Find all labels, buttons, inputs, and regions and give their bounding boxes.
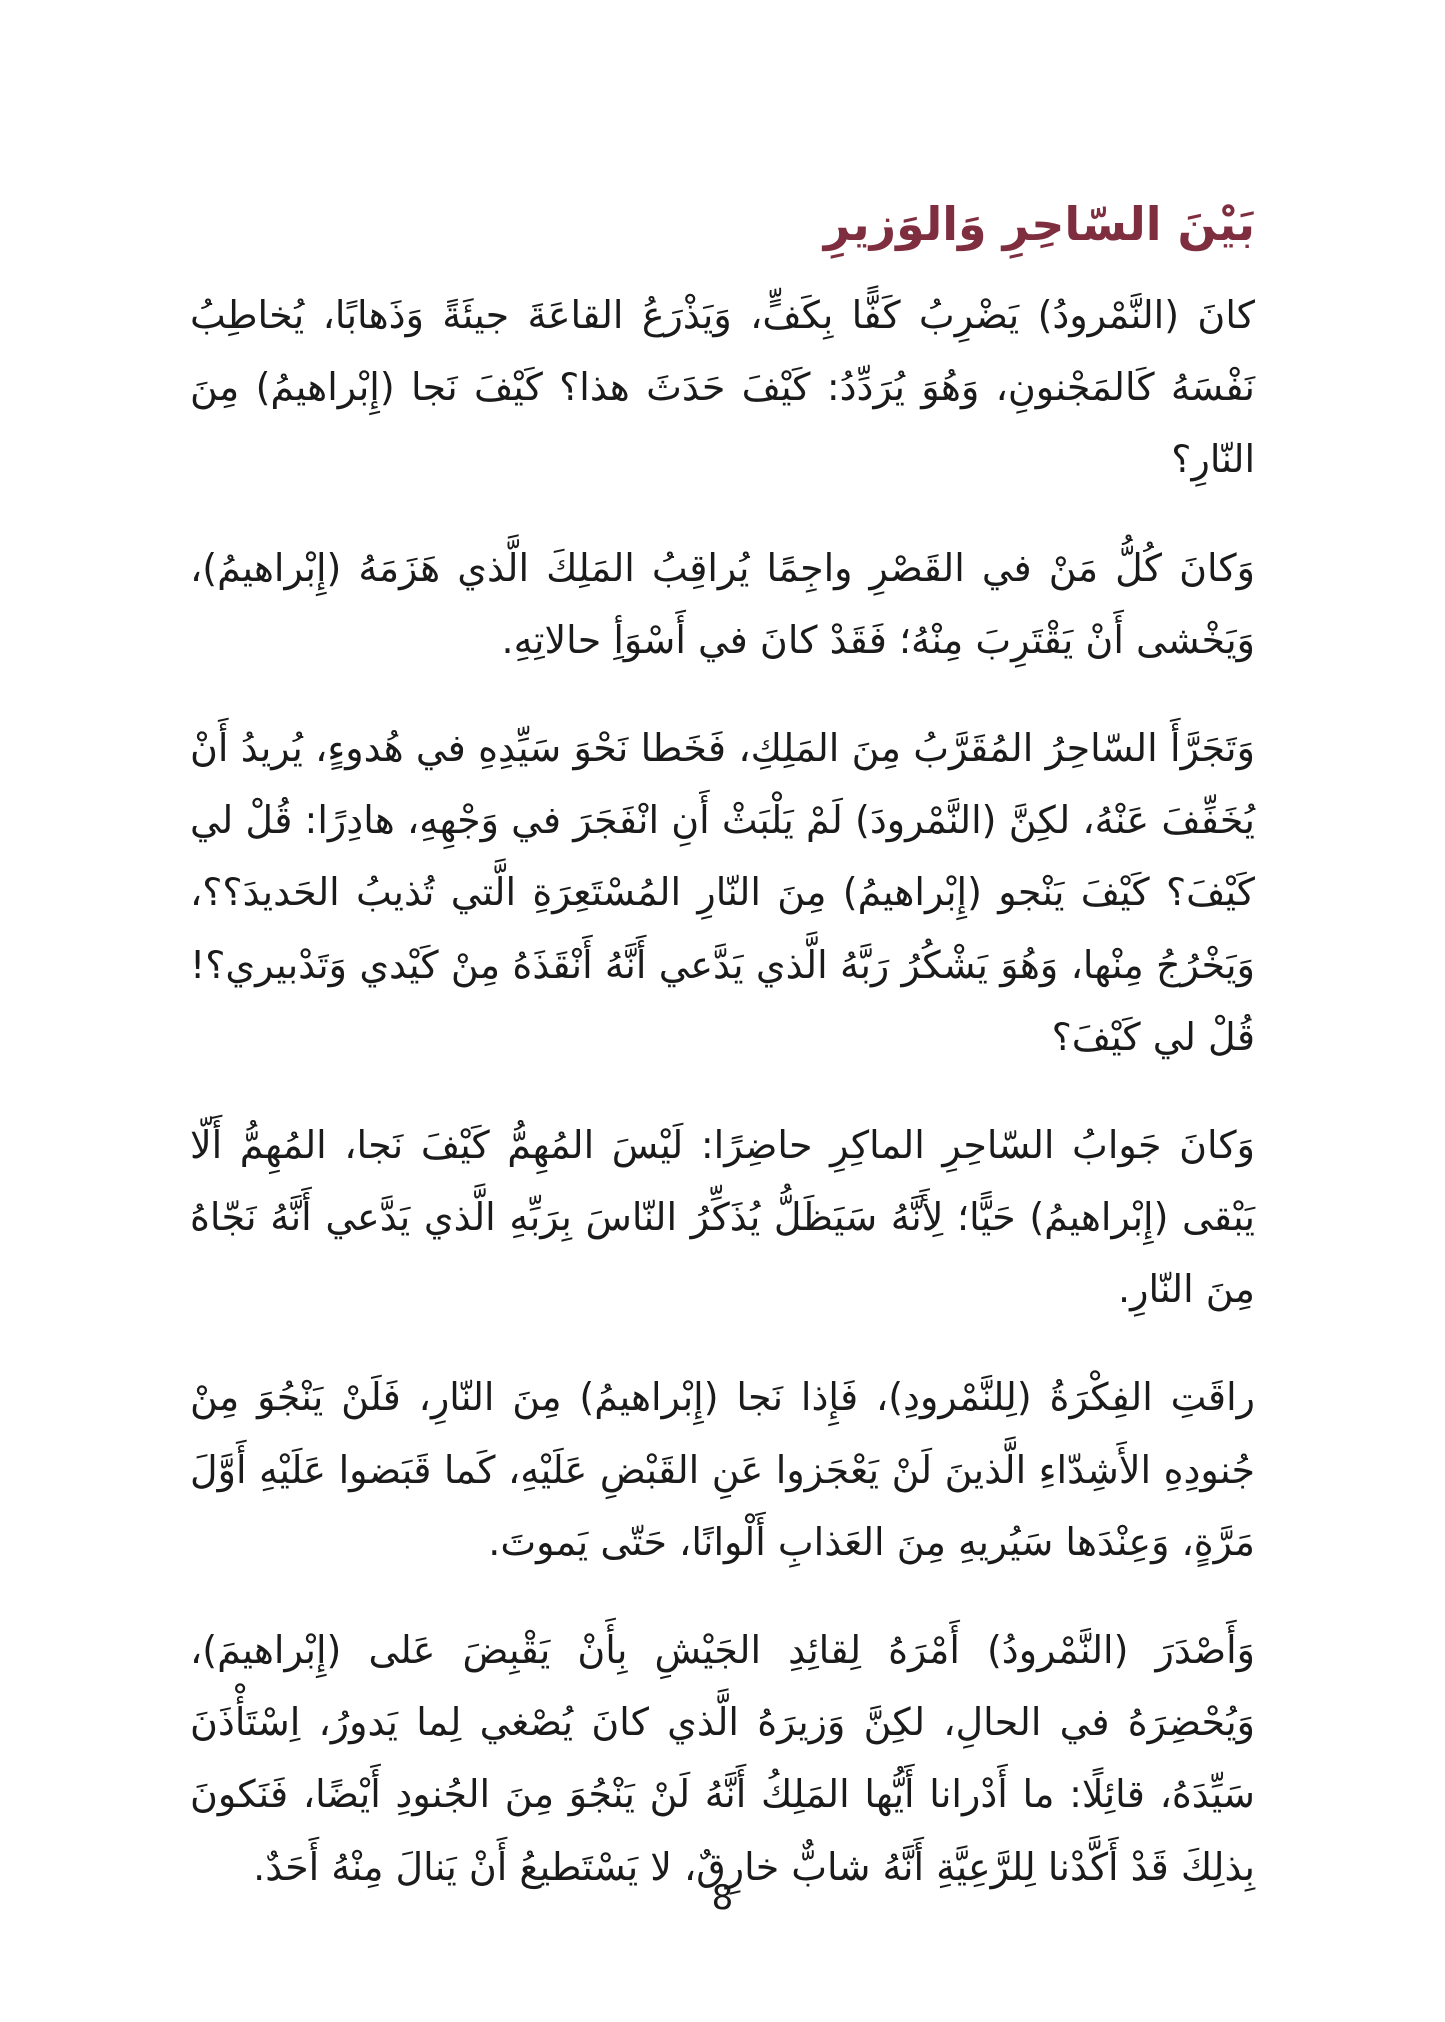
story-title: بَيْنَ السّاحِرِ وَالوَزيرِ [823, 197, 1255, 251]
paragraph-2: وَكانَ كُلُّ مَنْ في القَصْرِ واجِمًا يُراقِبُ المَلِكَ الَّذي هَزَمَهُ (إِبْراهيمُ)، وَيَخْشى أَنْ يَقْتَرِبَ مِنْهُ؛ فَقَدْ كانَ في أَسْوَأِ حالاتِهِ. [190, 545, 1255, 662]
page-number: 8 [711, 1878, 734, 1918]
paragraph-3: وَتَجَرَّأَ السّاحِرُ المُقَرَّبُ مِنَ المَلِكِ، فَخَطا نَحْوَ سَيِّدِهِ في هُدوءٍ، يُريدُ أَنْ يُخَفِّفَ عَنْهُ، لكِنَّ (النَّمْرودَ) لَمْ يَلْبَثْ أَنِ انْفَجَرَ في وَجْهِهِ، هادِرًا: قُلْ لي كَيْفَ؟ كَيْفَ يَنْجو (إِبْراهيمُ) مِنَ النّارِ المُسْتَعِرَةِ الَّتي تُذيبُ الحَديدَ؟؟، وَيَخْرُجُ مِنْها، وَهُوَ يَشْكُرُ رَبَّهُ الَّذي يَدَّعي أَنَّهُ أَنْقَذَهُ مِنْ كَيْدي وَتَدْبيري؟! قُلْ لي كَيْفَ؟ [190, 725, 1255, 1059]
paragraph-5: راقَتِ الفِكْرَةُ (لِلنَّمْرودِ)، فَإِذا نَجا (إِبْراهيمُ) مِنَ النّارِ، فَلَنْ يَنْجُوَ مِنْ جُنودِهِ الأَشِدّاءِ الَّذينَ لَنْ يَعْجَزوا عَنِ القَبْضِ عَلَيْهِ، كَما قَبَضوا عَلَيْهِ أَوَّلَ مَرَّةٍ، وَعِنْدَها سَيُريهِ مِنَ العَذابِ أَلْوانًا، حَتّى يَموتَ. [190, 1375, 1255, 1564]
paragraph-6: وَأَصْدَرَ (النَّمْرودُ) أَمْرَهُ لِقائِدِ الجَيْشِ بِأَنْ يَقْبِضَ عَلى (إِبْراهيمَ)، وَيُحْضِرَهُ في الحالِ، لكِنَّ وَزيرَهُ الَّذي كانَ يُصْغي لِما يَدورُ، اِسْتَأْذَنَ سَيِّدَهُ، قائِلًا: ما أَدْرانا أَيُّها المَلِكُ أَنَّهُ لَنْ يَنْجُوَ مِنَ الجُنودِ أَيْضًا، فَنَكونَ بِذلِكَ قَدْ أَكَّدْنا لِلرَّعِيَّةِ أَنَّهُ شابٌّ خارِقٌ، لا يَسْتَطيعُ أَنْ يَنالَ مِنْهُ أَحَدٌ. [190, 1628, 1255, 1889]
paragraph-4: وَكانَ جَوابُ السّاحِرِ الماكِرِ حاضِرًا: لَيْسَ المُهِمُّ كَيْفَ نَجا، المُهِمُّ أَلّا يَبْقى (إِبْراهيمُ) حَيًّا؛ لِأَنَّهُ سَيَظَلُّ يُذَكِّرُ النّاسَ بِرَبِّهِ الَّذي يَدَّعي أَنَّهُ نَجّاهُ مِنَ النّارِ. [190, 1122, 1255, 1312]
paragraph-1: كانَ (النَّمْرودُ) يَضْرِبُ كَفًّا بِكَفٍّ، وَيَذْرَعُ القاعَةَ جيئَةً وَذَهابًا، يُخاطِبُ نَفْسَهُ كَالمَجْنونِ، وَهُوَ يُرَدِّدُ: كَيْفَ حَدَثَ هذا؟ كَيْفَ نَجا (إِبْراهيمُ) مِنَ النّارِ؟ [190, 293, 1255, 482]
